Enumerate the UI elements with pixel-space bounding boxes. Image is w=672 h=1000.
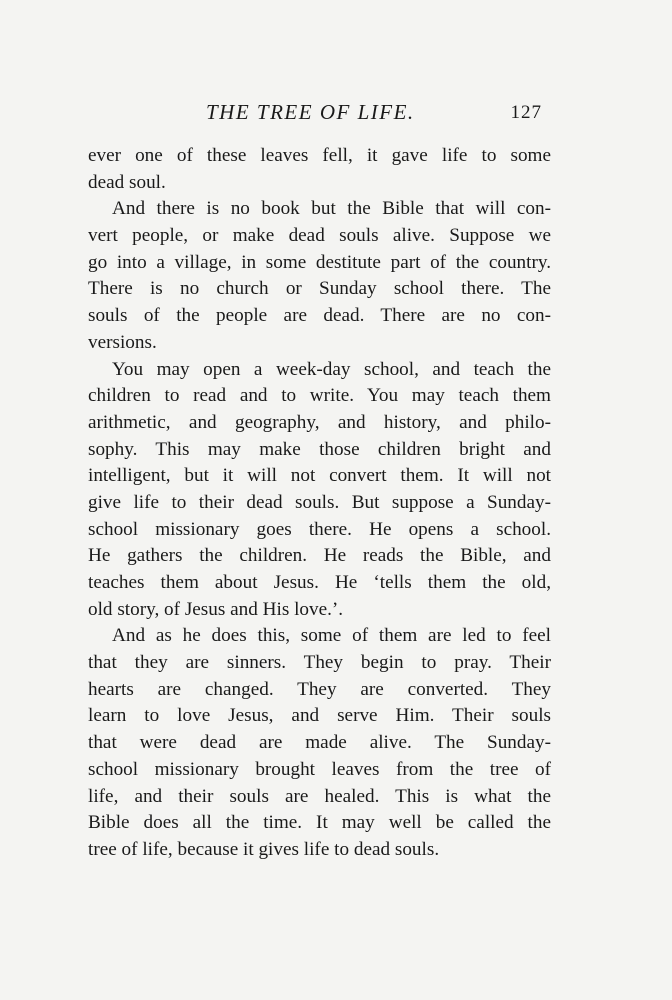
text-line: school missionary goes there. He opens a school. xyxy=(88,518,551,540)
text-line: life, and their souls are healed. This is what the xyxy=(88,785,551,807)
text-line: And as he does this, some of them are led to feel xyxy=(112,625,551,647)
text-line: school missionary brought leaves from the tree of xyxy=(88,758,551,780)
text-line: Bible does all the time. It may well be called the xyxy=(88,812,551,834)
text-line: dead soul. xyxy=(88,171,166,193)
body-text xyxy=(88,143,551,864)
text-line: give life to their dead souls. But suppose a Sunday- xyxy=(88,491,551,513)
running-title: THE TREE OF LIFE. xyxy=(206,100,415,124)
text-line: hearts are changed. They are converted. They xyxy=(88,678,551,700)
paragraph-3 xyxy=(88,357,551,624)
text-line: that were dead are made alive. The Sunday- xyxy=(88,732,551,754)
text-line: arithmetic, and geography, and history, and philo- xyxy=(88,411,551,433)
text-line: intelligent, but it will not convert them. It will not xyxy=(88,465,551,487)
page-number: 127 xyxy=(510,102,542,123)
text-line: sophy. This may make those children bright and xyxy=(88,438,551,460)
text-line: go into a village, in some destitute part of the country. xyxy=(88,251,551,273)
text-line: old story, of Jesus and His love.’. xyxy=(88,598,344,620)
text-line: learn to love Jesus, and serve Him. Their souls xyxy=(88,705,551,727)
text-line: souls of the people are dead. There are no con- xyxy=(88,305,551,327)
paragraph-1 xyxy=(88,143,551,196)
text-line: tree of life, because it gives life to dead souls. xyxy=(88,838,440,860)
text-line: that they are sinners. They begin to pray. Their xyxy=(88,652,551,674)
paragraph-2 xyxy=(88,196,551,356)
text-line: He gathers the children. He reads the Bible, and xyxy=(88,545,551,567)
text-line: versions. xyxy=(88,331,157,353)
text-line: You may open a week-day school, and teach the xyxy=(112,358,551,380)
text-line: vert people, or make dead souls alive. Suppose we xyxy=(88,225,551,247)
text-line: children to read and to write. You may teach them xyxy=(88,385,551,407)
text-line: ever one of these leaves fell, it gave life to some xyxy=(88,145,551,166)
text-line: And there is no book but the Bible that will con- xyxy=(112,198,551,220)
paragraph-4 xyxy=(88,623,551,863)
running-head xyxy=(88,100,552,130)
text-line: teaches them about Jesus. He ‘tells them the old, xyxy=(88,572,551,593)
text-line: There is no church or Sunday school there. The xyxy=(88,278,551,300)
